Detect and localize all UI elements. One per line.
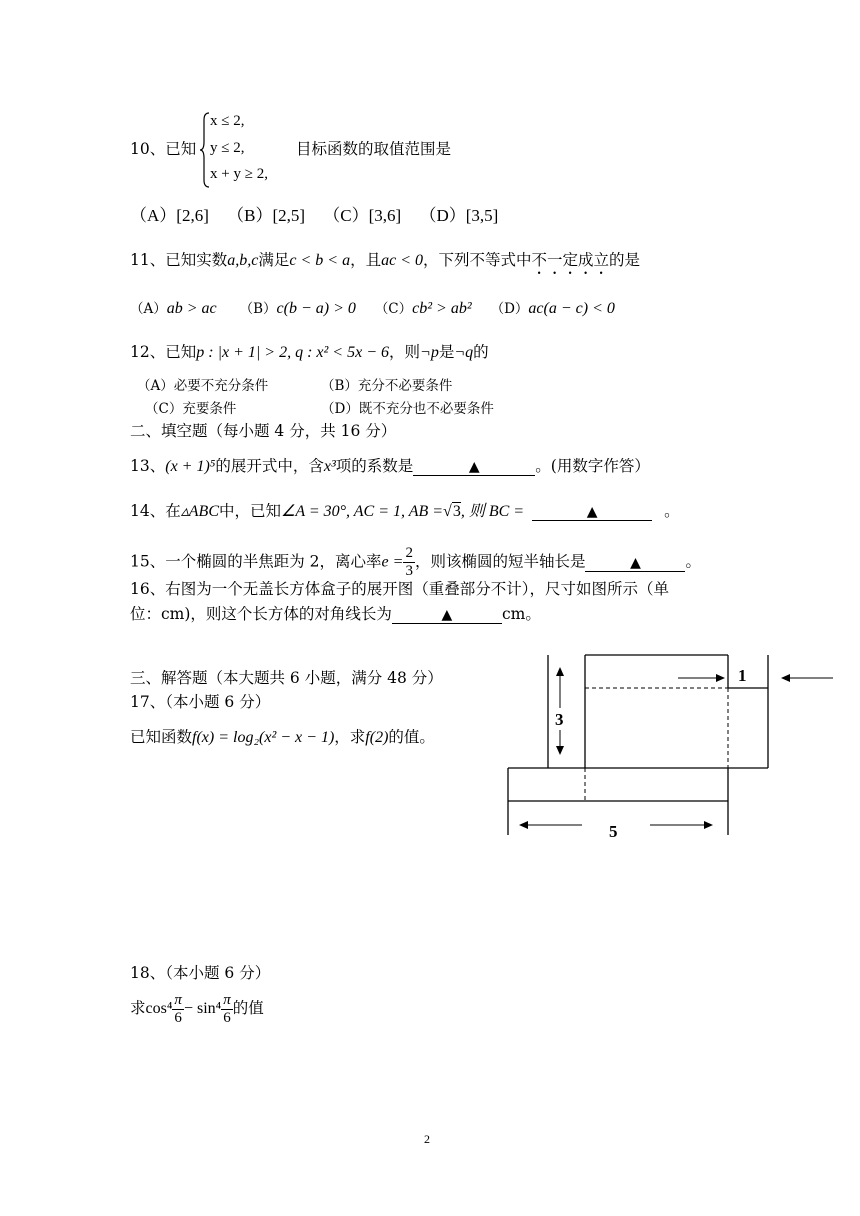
arrow-right-icon [716, 674, 725, 682]
dimension-label-3: 3 [555, 710, 564, 729]
q11-options [130, 298, 615, 319]
q18-text-b: 的值 [232, 999, 264, 1017]
q13-text-c: 。(用数字作答） [535, 457, 650, 475]
q11-emphasis: 不一定成立 [531, 251, 610, 269]
arrow-up-icon [556, 667, 564, 676]
q18-pi-2: π [223, 991, 231, 1008]
q11-number: 11、 [130, 251, 166, 269]
q16-line2-a: 位：cm)，则这个长方体的对角线长为 [130, 605, 392, 623]
q12-text-b: ，则 [389, 343, 421, 361]
q18-header: 18、（本小题 6 分） [130, 964, 271, 982]
q18-sin: − sin⁴ [183, 1000, 222, 1017]
q18-cos: cos⁴ [145, 1000, 173, 1017]
q12-text-c: 是 [438, 343, 455, 361]
q18-text-a: 求 [130, 999, 146, 1017]
section-3-title: 三、解答题（本大题共 6 小题，满分 48 分） [130, 669, 443, 687]
q18-six-2: 6 [223, 1009, 231, 1026]
q13-text-a: 的展开式中，含 [215, 457, 324, 475]
q12-text-a: 已知 [165, 343, 197, 361]
q11-option-c-label: （C） [374, 301, 413, 317]
arrow-left-icon [781, 674, 790, 682]
q12-not-q: ¬q [454, 344, 474, 361]
box-net-diagram [500, 650, 840, 845]
left-brace [200, 112, 210, 188]
q11-option-b: c(b − a) > 0 [276, 300, 356, 317]
q14-triangle: ▵ABC [180, 503, 219, 520]
q16-number: 16、 [130, 580, 166, 598]
question-13 [130, 456, 650, 477]
q15-denominator: 3 [405, 563, 413, 579]
question-15 [130, 545, 701, 580]
q11-option-d-label: （D） [490, 301, 529, 317]
q10-option-c: （C）[3,6] [323, 206, 402, 225]
q17-header: 17、（本小题 6 分） [130, 693, 271, 711]
q14-text-a: 在 [165, 502, 181, 520]
q11-text-e: 的是 [609, 251, 641, 269]
q10-option-d: （D）[3,5] [419, 206, 499, 225]
q16-line1: 右图为一个无盖长方体盒子的展开图（重叠部分不计），尺寸如图所示（单 [165, 580, 669, 598]
q17-text-a: 已知函数 [130, 728, 193, 746]
q11-option-c: cb² > ab² [412, 300, 472, 317]
q12-option-c: （C）充要条件 [145, 401, 237, 417]
q11-text-d: ，下列不等式中 [423, 251, 532, 269]
q12-option-d: （D）既不充分也不必要条件 [321, 401, 494, 417]
q12-text-d: 的 [473, 343, 489, 361]
question-14 [130, 501, 680, 522]
dimension-label-1: 1 [738, 666, 747, 685]
q18-fraction-1 [172, 992, 184, 1027]
q15-number: 15、 [130, 552, 166, 571]
triangle-mark-icon: ▲ [586, 504, 598, 520]
q15-fraction [403, 545, 415, 580]
q17-text-c: 的值。 [388, 728, 435, 746]
triangle-mark-icon: ▲ [630, 554, 641, 571]
q11-vars: a,b,c [227, 252, 259, 269]
constraint-1: x ≤ 2, [210, 113, 245, 129]
sqrt-icon: √ [443, 503, 452, 520]
q17-function: f(x) = log₂(x² − x − 1) [192, 729, 335, 746]
q12-option-b: （B）充分不必要条件 [321, 378, 453, 394]
q14-condition-b: , 则 BC = [460, 503, 525, 520]
q10-number: 10、 [130, 140, 166, 158]
q15-answer-blank[interactable] [585, 553, 685, 572]
q11-option-d: ac(a − c) < 0 [528, 300, 615, 317]
constraint-2: y ≤ 2, [210, 140, 245, 156]
question-17 [130, 727, 435, 748]
q14-number: 14、 [130, 502, 166, 520]
q12-option-a: （A）必要不充分条件 [137, 378, 269, 394]
q18-pi-1: π [174, 991, 182, 1008]
triangle-mark-icon: ▲ [468, 459, 480, 475]
q10-option-a: （A）[2,6] [130, 206, 209, 225]
q10-option-b: （B）[2,5] [227, 206, 306, 225]
q18-fraction-2 [221, 992, 233, 1027]
q13-answer-blank[interactable] [413, 457, 535, 476]
q16-line2-b: cm。 [501, 605, 541, 623]
q15-e-var: e = [381, 553, 404, 571]
q10-options [130, 206, 498, 226]
q11-option-b-label: （B） [239, 301, 277, 317]
constraint-3: x + y ≥ 2, [210, 166, 268, 182]
q15-text-c: 。 [685, 552, 701, 571]
arrow-left-icon [519, 821, 528, 829]
q18-six-1: 6 [174, 1009, 182, 1026]
page-number: 2 [424, 1132, 430, 1146]
q13-number: 13、 [130, 457, 166, 475]
q12-not-p: ¬p [420, 344, 439, 361]
question-18 [130, 988, 264, 1029]
q11-text-b: 满足 [258, 251, 290, 269]
q13-term: x³ [323, 458, 336, 475]
q13-expression: (x + 1)⁵ [165, 458, 216, 475]
q14-condition: ∠A = 30°, AC = 1, AB = [281, 503, 444, 520]
q14-answer-blank[interactable] [532, 502, 652, 521]
q17-ask: f(2) [365, 729, 389, 746]
section-2-title: 二、填空题（每小题 4 分，共 16 分） [130, 422, 397, 440]
triangle-mark-icon: ▲ [441, 607, 453, 623]
dimension-label-5: 5 [609, 822, 618, 841]
q14-text-c: 。 [664, 502, 680, 520]
q11-text-a: 已知实数 [165, 251, 228, 269]
q17-text-b: ，求 [334, 728, 366, 746]
q13-text-b: 项的系数是 [335, 457, 414, 475]
q12-number: 12、 [130, 343, 166, 361]
arrow-down-icon [556, 746, 564, 755]
q15-text-b: ，则该椭圆的短半轴长是 [414, 552, 586, 571]
q15-text-a: 一个椭圆的半焦距为 2，离心率 [165, 552, 382, 571]
q10-text: 目标函数的取值范围是 [296, 140, 452, 158]
q16-answer-blank[interactable] [392, 605, 502, 624]
arrow-right-icon [704, 821, 713, 829]
q14-root: 3 [452, 503, 461, 520]
q11-option-a-label: （A） [130, 301, 167, 317]
q11-cond2: ac < 0 [381, 252, 423, 269]
q11-option-a: ab > ac [166, 300, 217, 317]
q14-text-b: 中，已知 [219, 502, 282, 520]
q10-prefix: 已知 [165, 140, 197, 158]
q11-cond1: c < b < a [289, 252, 351, 269]
q15-numerator: 2 [405, 545, 413, 561]
q11-text-c: ，且 [350, 251, 382, 269]
q12-condition: p : |x + 1| > 2, q : x² < 5x − 6 [196, 344, 389, 361]
